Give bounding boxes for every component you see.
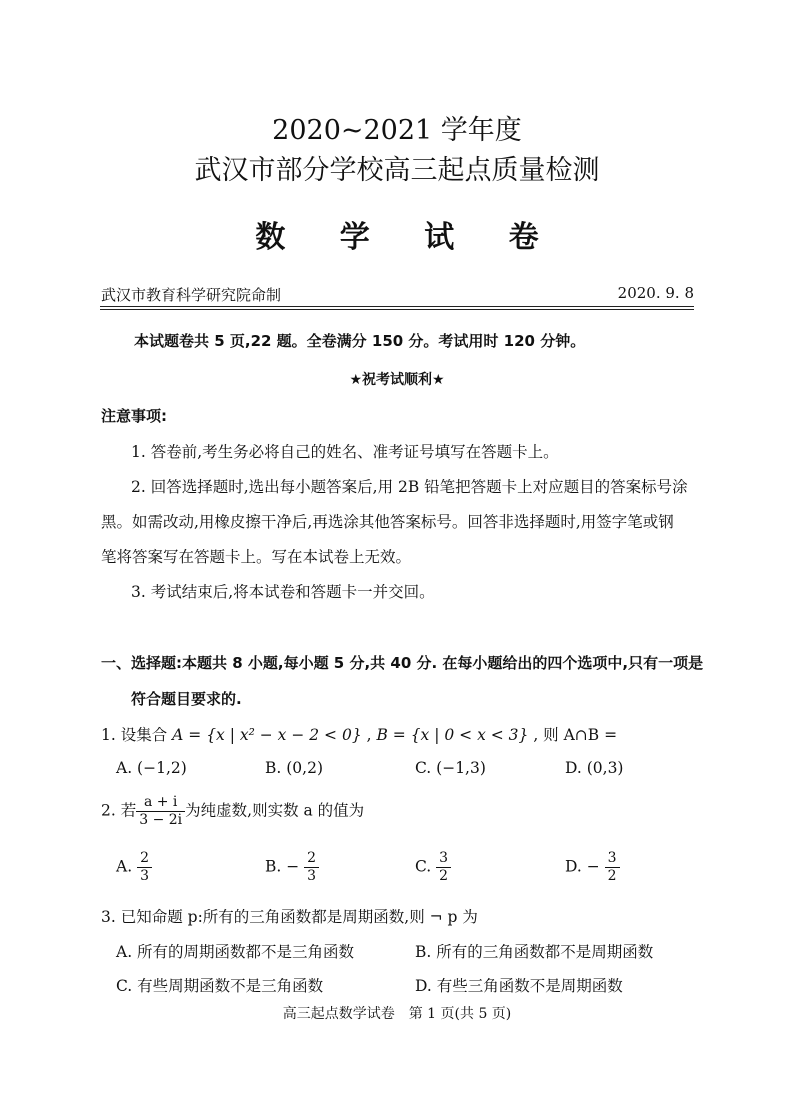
- note-3: 3. 考试结束后,将本试卷和答题卡一并交回。: [131, 583, 435, 601]
- q3-option-c: C. 有些周期函数不是三角函数: [116, 977, 324, 995]
- q2-option-b-fraction: [304, 850, 319, 885]
- q2-option-d: [565, 850, 620, 885]
- subject-title: 数 学 试 卷: [255, 220, 561, 255]
- note-2-line-2: 黑。如需改动,用橡皮擦干净后,再选涂其他答案标号。回答非选择题时,用签字笔或钢: [101, 513, 674, 531]
- note-2-line-3: 笔将答案写在答题卡上。写在本试卷上无效。: [101, 548, 412, 566]
- note-1: 1. 答卷前,考生务必将自己的姓名、准考证号填写在答题卡上。: [131, 443, 559, 461]
- page-footer: 高三起点数学试卷 第 1 页(共 5 页): [282, 1006, 512, 1022]
- year-title: 2020~2021 学年度: [272, 115, 522, 146]
- question-3-stem: 3. 已知命题 p:所有的三角函数都是周期函数,则 ¬ p 为: [101, 908, 478, 926]
- q2-option-c-fraction: [436, 850, 451, 885]
- q2-option-a-label: A.: [116, 857, 133, 876]
- q2-tail: 为纯虚数,则实数 a 的值为: [185, 801, 365, 820]
- notes-title: 注意事项:: [101, 407, 167, 425]
- section-1-line-2: 符合题目要求的.: [131, 690, 242, 708]
- q2-option-a-den: 3: [140, 868, 149, 884]
- q1-tail: , 则 A∩B =: [528, 726, 618, 744]
- q2-lead: 2. 若: [101, 801, 137, 820]
- exam-title: 武汉市部分学校高三起点质量检测: [194, 155, 600, 186]
- question-1-stem: [101, 723, 617, 745]
- q1-option-a: A. (−1,2): [116, 759, 187, 777]
- exam-summary: 本试题卷共 5 页,22 题。全卷满分 150 分。考试用时 120 分钟。: [134, 332, 586, 350]
- q2-option-c-den: 2: [439, 868, 449, 884]
- q2-option-b: [265, 850, 319, 885]
- q2-option-d-den: 2: [607, 868, 617, 884]
- q2-option-b-num: 2: [304, 850, 319, 868]
- q2-option-a: [116, 850, 152, 885]
- q3-option-a: A. 所有的周期函数都不是三角函数: [116, 943, 355, 961]
- publisher: 武汉市教育科学研究院命制: [101, 286, 282, 304]
- q2-fraction: [136, 794, 185, 829]
- q2-option-d-label: D. −: [565, 857, 600, 876]
- q1-option-d: D. (0,3): [565, 759, 624, 777]
- q1-set-a: A = {x | x² − x − 2 < 0}: [172, 726, 362, 744]
- q1-separator: ,: [361, 726, 377, 744]
- q2-fraction-denominator: 3 − 2i: [139, 812, 183, 828]
- q3-option-b: B. 所有的三角函数都不是周期函数: [415, 943, 654, 961]
- q3-option-d: D. 有些三角函数不是周期函数: [415, 977, 623, 995]
- header-rule-bottom: [100, 309, 694, 310]
- section-1-line-1: 一、选择题:本题共 8 小题,每小题 5 分,共 40 分. 在每小题给出的四个选项中,只有一项是: [101, 654, 704, 672]
- q2-option-b-den: 3: [307, 868, 317, 884]
- q2-option-d-num: 3: [605, 850, 620, 868]
- note-2-line-1: 2. 回答选择题时,选出每小题答案后,用 2B 铅笔把答题卡上对应题目的答案标号涂: [131, 478, 688, 496]
- q2-option-c-num: 3: [436, 850, 451, 868]
- q2-option-a-num: 2: [137, 850, 152, 868]
- q1-set-b: B = {x | 0 < x < 3}: [376, 726, 529, 744]
- q2-option-b-label: B. −: [265, 857, 300, 876]
- blessing: ★祝考试顺利★: [349, 372, 445, 388]
- q1-option-c: C. (−1,3): [415, 759, 486, 777]
- exam-date: 2020. 9. 8: [617, 284, 694, 302]
- q1-option-b: B. (0,2): [265, 759, 323, 777]
- q1-lead: 1. 设集合: [101, 726, 173, 744]
- q2-option-c: [415, 850, 451, 885]
- q2-option-c-label: C.: [415, 857, 432, 876]
- q2-fraction-numerator: a + i: [136, 794, 185, 812]
- header-rule-top: [100, 306, 694, 307]
- question-2-stem: [101, 794, 364, 829]
- q2-option-a-fraction: [137, 850, 152, 885]
- q2-option-d-fraction: [605, 850, 620, 885]
